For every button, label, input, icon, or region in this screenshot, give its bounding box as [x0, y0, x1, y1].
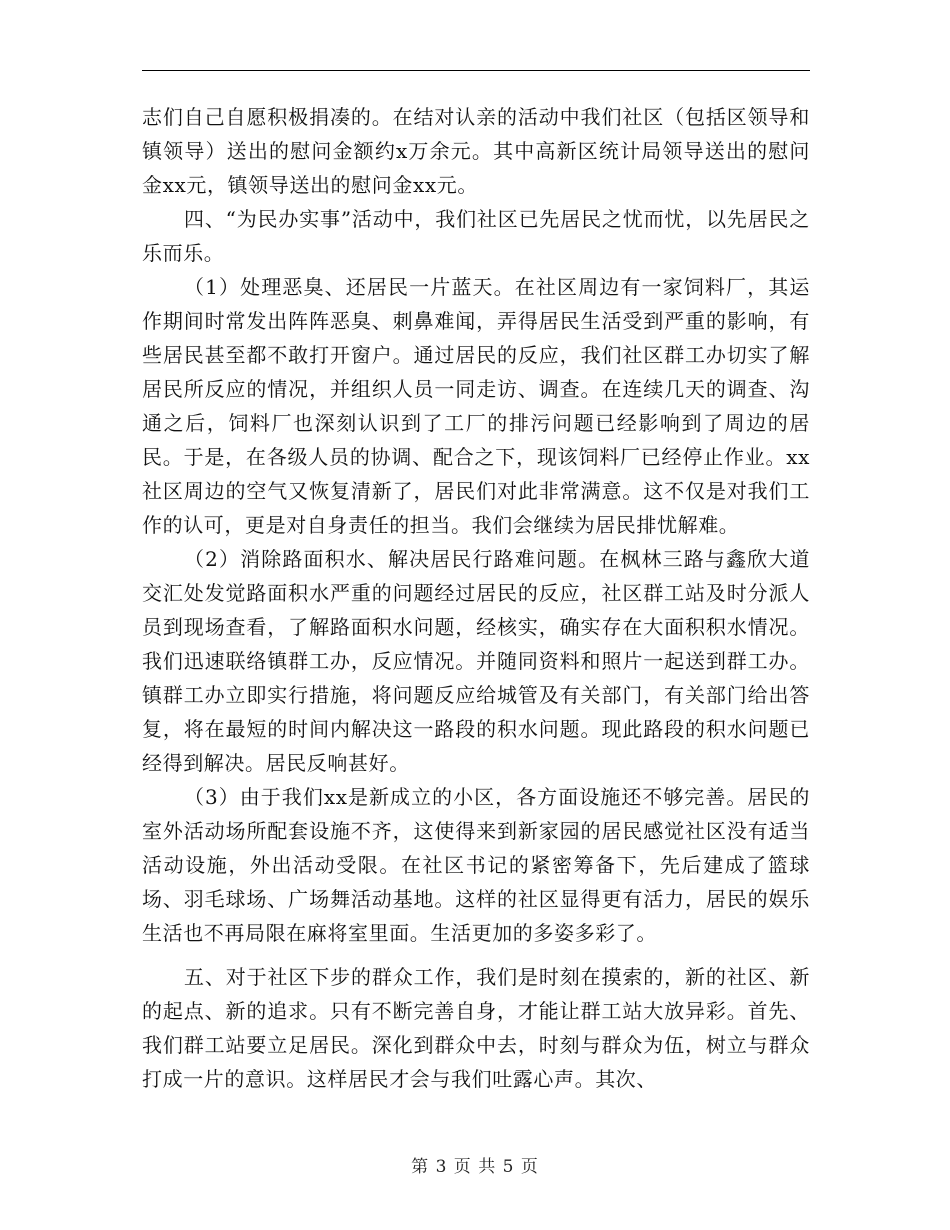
- paragraph-item-three: （3）由于我们xx是新成立的小区，各方面设施还不够完善。居民的室外活动场所配套设施不齐，这使得来到新家园的居民感觉社区没有适当活动设施，外出活动受限。在社区书记的紧密筹备下，先后建成了篮球场、羽毛球场、广场舞活动基地。这样的社区显得更有活力，居民的娱乐生活也不再局限在麻将室里面。生活更加的多姿多彩了。: [142, 785, 810, 945]
- header-rule: [142, 70, 810, 71]
- paragraph-item-one: （1）处理恶臭、还居民一片蓝天。在社区周边有一家饲料厂，其运作期间时常发出阵阵恶臭、刺鼻难闻，弄得居民生活受到严重的影响，有些居民甚至都不敢打开窗户。通过居民的反应，我们社区群工办切实了解居民所反应的情况，并组织人员一同走访、调查。在连续几天的调查、沟通之后，饲料厂也深刻认识到了工厂的排污问题已经影响到了周边的居民。于是，在各级人员的协调、配合之下，现该饲料厂已经停止作业。xx社区周边的空气又恢复清新了，居民们对此非常满意。这不仅是对我们工作的认可，更是对自身责任的担当。我们会继续为居民排忧解难。: [142, 275, 810, 537]
- paragraph-item-two: （2）消除路面积水、解决居民行路难问题。在枫林三路与鑫欣大道交汇处发觉路面积水严重的问题经过居民的反应，社区群工站及时分派人员到现场查看，了解路面积水问题，经核实，确实存在大面积积水情况。我们迅速联络镇群工办，反应情况。并随同资料和照片一起送到群工办。镇群工办立即实行措施，将问题反应给城管及有关部门，有关部门给出答复，将在最短的时间内解决这一路段的积水问题。现此路段的积水问题已经得到解决。居民反响甚好。: [142, 547, 810, 775]
- paragraph-section-five: 五、对于社区下步的群众工作，我们是时刻在摸索的，新的社区、新的起点、新的追求。只有不断完善自身，才能让群工站大放异彩。首先、我们群工站要立足居民。深化到群众中去，时刻与群众为伍，树立与群众打成一片的意识。这样居民才会与我们吐露心声。其次、: [142, 965, 810, 1091]
- paragraph-section-four: 四、“为民办实事”活动中，我们社区已先居民之忧而忧，以先居民之乐而乐。: [142, 207, 810, 265]
- document-body: [142, 100, 810, 1096]
- paragraph-continuation: 志们自己自愿积极捐凑的。在结对认亲的活动中我们社区（包括区领导和镇领导）送出的慰问金额约x万余元。其中高新区统计局领导送出的慰问金xx元，镇领导送出的慰问金xx元。: [142, 105, 810, 197]
- page-number-footer: 第 3 页 共 5 页: [411, 1157, 539, 1177]
